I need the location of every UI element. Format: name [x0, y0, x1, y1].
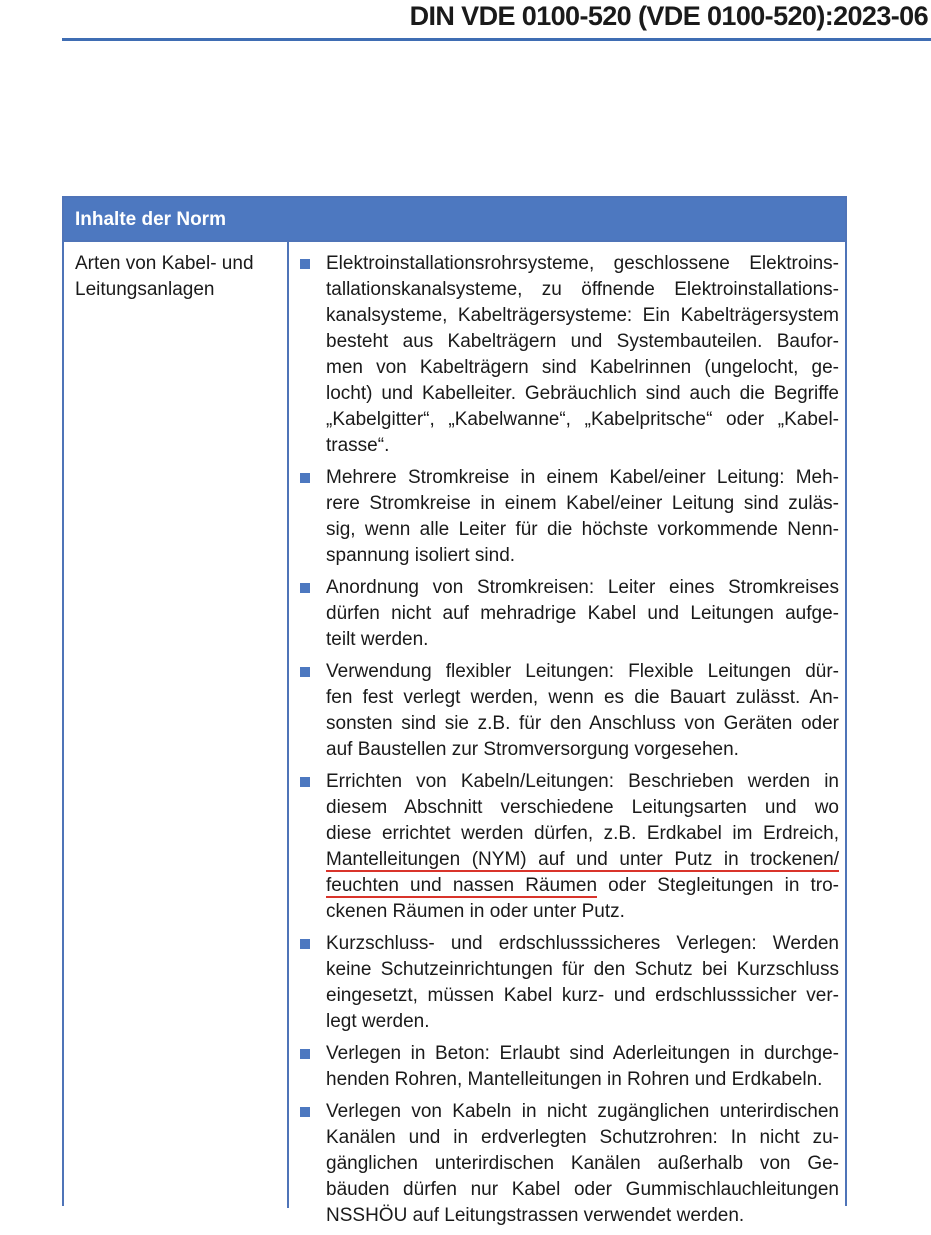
bullet-line: Kanälen und in erdverlegten Schutzrohren: In nicht zu- [326, 1127, 839, 1148]
bullet-line: Mehrere Stromkreise in einem Kabel/einer Leitung: Meh- [326, 467, 839, 488]
square-bullet-icon [300, 667, 310, 677]
bullet-text [326, 659, 839, 763]
square-bullet-icon [300, 1107, 310, 1117]
topic-line: Arten von Kabel- und [75, 253, 254, 274]
bullet-line: sonsten sind sie z.B. für den Anschluss von Geräten oder [326, 713, 839, 734]
bullet-item [299, 659, 839, 763]
line-remainder: oder Stegleitungen in tro- [597, 875, 840, 896]
bullet-line: sig, wenn alle Leiter für die höchste vorkommende Nenn- [326, 519, 839, 540]
bullet-item [299, 1099, 839, 1229]
bullet-line: men von Kabelträgern sind Kabelrinnen (ungelocht, ge- [326, 357, 839, 378]
bullet-line-highlighted [326, 873, 839, 899]
bullet-line: legt werden. [326, 1011, 430, 1032]
bullet-text [326, 251, 839, 459]
bullet-text [326, 465, 839, 569]
bullet-line: dürfen nicht auf mehradrige Kabel und Leitungen aufge- [326, 603, 839, 624]
bullet-item [299, 575, 839, 653]
bullet-line: gänglichen unterirdischen Kanälen außerhalb von Ge- [326, 1153, 839, 1174]
bullet-line: NSSHÖU auf Leitungstrassen verwendet werden. [326, 1205, 745, 1226]
bullet-line: „Kabelgitter“, „Kabelwanne“, „Kabelpritsche“ oder „Kabel- [326, 409, 839, 430]
bullet-line: Kurzschluss- und erdschlusssicheres Verlegen: Werden [326, 933, 839, 954]
square-bullet-icon [300, 259, 310, 269]
bullet-line: locht) und Kabelleiter. Gebräuchlich sind auch die Begriffe [326, 383, 839, 404]
topic-cell [75, 251, 280, 303]
column-divider [287, 242, 289, 1208]
bullet-line: Elektroinstallationsrohrsysteme, geschlossene Elektroins- [326, 253, 839, 274]
bullet-item [299, 465, 839, 569]
bullet-line: keine Schutzeinrichtungen für den Schutz bei Kurzschluss [326, 959, 839, 980]
bullet-line: Anordnung von Stromkreisen: Leiter eines Stromkreises [326, 577, 839, 598]
bullet-line: kanalsysteme, Kabelträgersysteme: Ein Kabelträgersystem [326, 305, 839, 326]
bullet-line: ckenen Räumen in oder unter Putz. [326, 901, 625, 922]
content-cell [299, 251, 839, 1235]
highlighted-phrase: Mantelleitungen (NYM) auf und unter Putz in trockenen/ [326, 849, 839, 870]
bullet-line-highlighted [326, 847, 839, 873]
square-bullet-icon [300, 473, 310, 483]
square-bullet-icon [300, 1049, 310, 1059]
table-body [64, 242, 845, 1226]
square-bullet-icon [300, 583, 310, 593]
bullet-line: eingesetzt, müssen Kabel kurz- und erdschlusssicher ver- [326, 985, 839, 1006]
highlighted-phrase: feuchten und nassen Räumen [326, 875, 598, 896]
bullet-line: Errichten von Kabeln/Leitungen: Beschrieben werden in [326, 771, 839, 792]
bullet-line: bäuden dürfen nur Kabel oder Gummischlauchleitungen [326, 1179, 839, 1200]
bullet-text [326, 931, 839, 1035]
bullet-text [326, 1099, 839, 1229]
square-bullet-icon [300, 777, 310, 787]
bullet-line: Verlegen in Beton: Erlaubt sind Aderleitungen in durchge- [326, 1043, 839, 1064]
bullet-line: diesem Abschnitt verschiedene Leitungsarten und wo [326, 797, 839, 818]
bullet-line: Verwendung flexibler Leitungen: Flexible Leitungen dür- [326, 661, 839, 682]
topic-line: Leitungsanlagen [75, 279, 215, 300]
bullet-line: trasse“. [326, 435, 390, 456]
norm-content-table [62, 196, 847, 1226]
bullet-text [326, 769, 839, 925]
square-bullet-icon [300, 939, 310, 949]
document-standard-title: DIN VDE 0100-520 (VDE 0100-520):2023-06 [409, 1, 928, 31]
bullet-item [299, 251, 839, 459]
bullet-line: fen fest verlegt werden, wenn es die Bauart zulässt. An- [326, 687, 839, 708]
bullet-text [326, 575, 839, 653]
bullet-item [299, 931, 839, 1035]
bullet-line: Verlegen von Kabeln in nicht zugänglichen unterirdischen [326, 1101, 839, 1122]
table-heading: Inhalte der Norm [64, 198, 845, 242]
bullet-line: rere Stromkreise in einem Kabel/einer Leitung sind zuläs- [326, 493, 839, 514]
bullet-line: diese errichtet werden dürfen, z.B. Erdkabel im Erdreich, [326, 823, 839, 844]
bullet-line: teilt werden. [326, 629, 429, 650]
bullet-item [299, 1041, 839, 1093]
bullet-line: henden Rohren, Mantelleitungen in Rohren und Erdkabeln. [326, 1069, 823, 1090]
bullet-line: besteht aus Kabelträgern und Systembauteilen. Baufor- [326, 331, 839, 352]
content-bullet-list [299, 251, 839, 1229]
bullet-line: auf Baustellen zur Stromversorgung vorgesehen. [326, 739, 739, 760]
page-header [62, 0, 931, 41]
bullet-text [326, 1041, 839, 1093]
bullet-line: spannung isoliert sind. [326, 545, 516, 566]
bullet-line: tallationskanalsysteme, zu öffnende Elektroinstallations- [326, 279, 839, 300]
bullet-item [299, 769, 839, 925]
